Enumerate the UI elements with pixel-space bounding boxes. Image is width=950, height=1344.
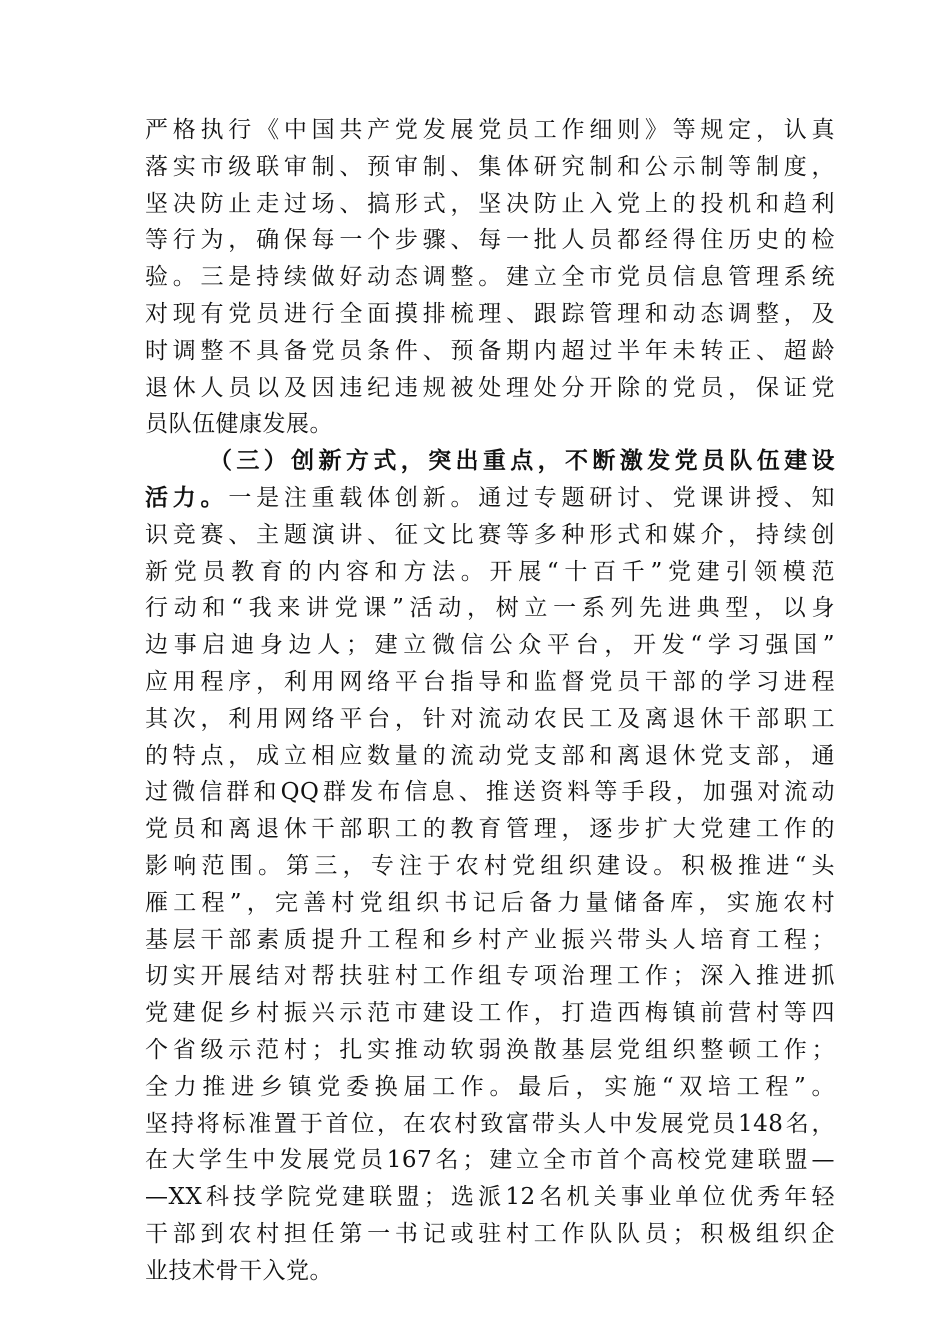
- text-line: 坚持将标准置于首位，在农村致富带头人中发展党员148名，: [145, 1110, 835, 1137]
- text-line: 新党员教育的内容和方法。开展“十百千”党建引领模范: [145, 558, 835, 585]
- text-line: 对现有党员进行全面摸排梳理、跟踪管理和动态调整，及: [145, 300, 835, 327]
- text-line: 党员和离退休干部职工的教育管理，逐步扩大党建工作的: [145, 816, 835, 843]
- text-line: 等行为，确保每一个步骤、每一批人员都经得住历史的检: [145, 227, 835, 254]
- text-line: 切实开展结对帮扶驻村工作组专项治理工作；深入推进抓: [145, 963, 835, 990]
- text-line: 个省级示范村；扎实推动软弱涣散基层党组织整顿工作；: [145, 1036, 835, 1063]
- text-span: 一是注重载体创新。通过专题研讨、党课讲授、知: [228, 484, 835, 511]
- section-heading: （三）创新方式，突出重点，不断激发党员队伍建设: [209, 447, 835, 475]
- text-line: 雁工程”，完善村党组织书记后备力量储备库，实施农村: [145, 889, 835, 916]
- text-line: 其次，利用网络平台，针对流动农民工及离退休干部职工: [145, 705, 835, 732]
- body-text: [145, 112, 835, 1290]
- text-line: 基层干部素质提升工程和乡村产业振兴带头人培育工程；: [145, 926, 835, 953]
- text-line: 员队伍健康发展。: [145, 411, 333, 438]
- text-line: 边事启迪身边人；建立微信公众平台，开发“学习强国”: [145, 632, 835, 659]
- text-line: 干部到农村担任第一书记或驻村工作队队员；积极组织企: [145, 1220, 835, 1247]
- text-line: 党建促乡村振兴示范市建设工作，打造西梅镇前营村等四: [145, 1000, 835, 1027]
- text-line: 严格执行《中国共产党发展党员工作细则》等规定，认真: [145, 117, 835, 143]
- text-line: 全力推进乡镇党委换届工作。最后，实施“双培工程”。: [145, 1073, 835, 1100]
- text-line: 识竞赛、主题演讲、征文比赛等多种形式和媒介，持续创: [145, 521, 835, 548]
- text-line: 时调整不具备党员条件、预备期内超过半年未转正、超龄: [145, 337, 835, 364]
- text-line: 在大学生中发展党员167名；建立全市首个高校党建联盟—: [145, 1147, 835, 1174]
- text-line: 影响范围。第三，专注于农村党组织建设。积极推进“头: [145, 852, 835, 879]
- text-line: —XX科技学院党建联盟；选派12名机关事业单位优秀年轻: [145, 1184, 835, 1211]
- text-line: 落实市级联审制、预审制、集体研究制和公示制等制度，: [145, 153, 835, 180]
- text-line: 业技术骨干入党。: [145, 1257, 333, 1284]
- section-heading-continued: 活力。: [145, 483, 229, 511]
- text-line: 过微信群和QQ群发布信息、推送资料等手段，加强对流动: [145, 779, 835, 806]
- text-line: 坚决防止走过场、搞形式，坚决防止入党上的投机和趋利: [145, 190, 835, 217]
- text-line: 的特点，成立相应数量的流动党支部和离退休党支部，通: [145, 742, 835, 769]
- text-line: 验。三是持续做好动态调整。建立全市党员信息管理系统: [145, 264, 835, 291]
- text-line: 行动和“我来讲党课”活动，树立一系列先进典型，以身: [145, 595, 835, 622]
- text-line: 退休人员以及因违纪违规被处理处分开除的党员，保证党: [145, 374, 835, 401]
- text-line: [145, 480, 835, 517]
- text-line: 应用程序，利用网络平台指导和监督党员干部的学习进程: [145, 668, 835, 695]
